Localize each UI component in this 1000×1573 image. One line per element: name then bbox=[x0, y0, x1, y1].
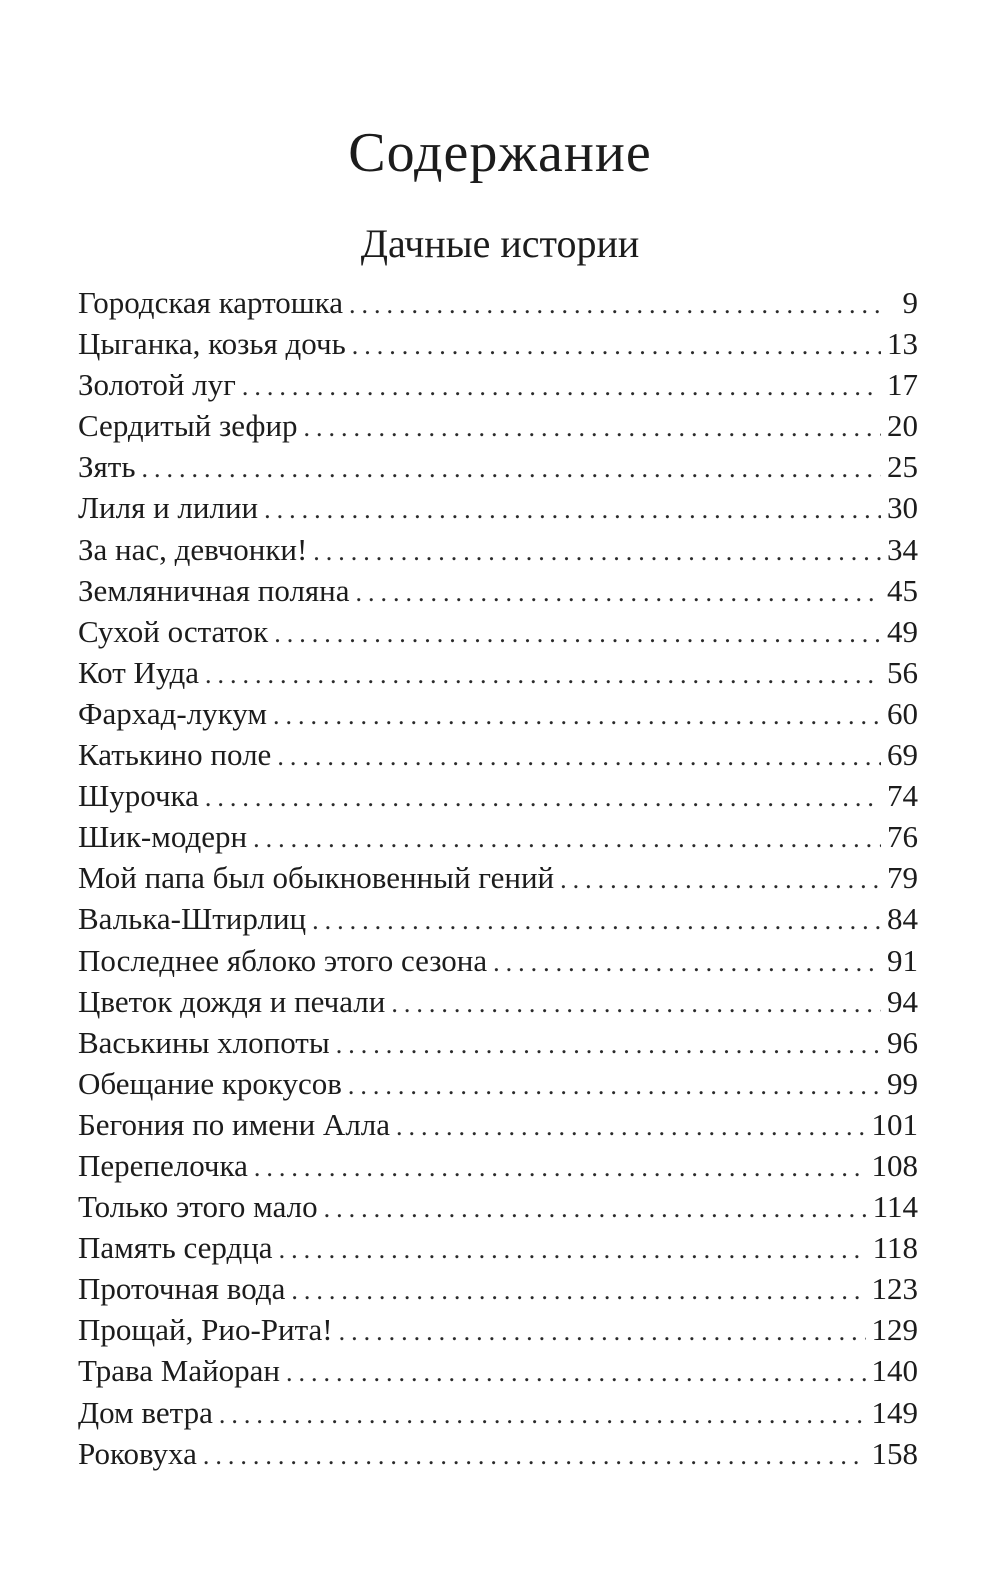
toc-entry bbox=[78, 1392, 918, 1433]
toc-entry bbox=[78, 775, 918, 816]
toc-entry-page-number: 9 bbox=[902, 285, 918, 320]
toc-entry-title: Катькино поле bbox=[78, 737, 272, 773]
toc-dot-leader bbox=[219, 1394, 866, 1433]
toc-entry-page-number: 108 bbox=[871, 1147, 918, 1183]
toc-entry bbox=[78, 1433, 918, 1474]
toc-entry-title: Зять bbox=[78, 449, 136, 485]
toc-entry-title: Последнее яблоко этого сезона bbox=[78, 942, 488, 978]
toc-entry bbox=[78, 405, 918, 446]
toc-entry-page-number: 149 bbox=[871, 1394, 918, 1430]
toc-entry-title: Шурочка bbox=[78, 778, 199, 814]
toc-entry-title: Память сердца bbox=[78, 1230, 273, 1266]
toc-entry-page-number: 114 bbox=[872, 1189, 918, 1225]
toc-entry bbox=[78, 323, 918, 364]
toc-entry bbox=[78, 652, 918, 693]
toc-entry-page-number: 123 bbox=[871, 1271, 918, 1307]
toc-entry bbox=[78, 1104, 918, 1145]
toc-dot-leader bbox=[339, 1311, 866, 1350]
toc-entry bbox=[78, 857, 918, 898]
toc-entry-page-number: 34 bbox=[887, 531, 918, 567]
toc-entry-title: Перепелочка bbox=[78, 1147, 248, 1183]
toc-dot-leader bbox=[352, 325, 881, 364]
toc-entry-title: Мой папа был обыкновенный гений bbox=[78, 860, 555, 896]
toc-entry-title: Шик-модерн bbox=[78, 819, 248, 855]
toc-dot-leader bbox=[279, 1229, 867, 1268]
toc-entry-title: Городская картошка bbox=[78, 285, 343, 320]
toc-entry bbox=[78, 1063, 918, 1104]
toc-dot-leader bbox=[291, 1270, 865, 1309]
toc-entry-page-number: 13 bbox=[887, 326, 918, 362]
toc-entry-page-number: 25 bbox=[887, 449, 918, 485]
toc-entry-title: Цыганка, козья дочь bbox=[78, 326, 346, 362]
toc-dot-leader bbox=[560, 859, 881, 898]
toc-entry-page-number: 45 bbox=[887, 572, 918, 608]
toc-dot-leader bbox=[286, 1352, 865, 1391]
table-of-contents bbox=[78, 282, 918, 1474]
toc-dot-leader bbox=[273, 695, 881, 734]
toc-entry bbox=[78, 364, 918, 405]
toc-dot-leader bbox=[141, 448, 881, 487]
toc-entry-page-number: 30 bbox=[887, 490, 918, 526]
toc-entry-title: Сухой остаток bbox=[78, 613, 269, 649]
toc-dot-leader bbox=[313, 531, 881, 570]
toc-entry bbox=[78, 446, 918, 487]
toc-entry-page-number: 49 bbox=[887, 613, 918, 649]
toc-dot-leader bbox=[277, 736, 881, 775]
toc-entry-title: Обещание крокусов bbox=[78, 1065, 342, 1101]
toc-entry bbox=[78, 570, 918, 611]
toc-entry-page-number: 101 bbox=[871, 1106, 918, 1142]
toc-entry bbox=[78, 816, 918, 857]
toc-entry-page-number: 79 bbox=[887, 860, 918, 896]
toc-entry-title: Фархад-лукум bbox=[78, 695, 267, 731]
toc-dot-leader bbox=[396, 1106, 865, 1145]
toc-entry bbox=[78, 898, 918, 939]
toc-entry-page-number: 94 bbox=[887, 983, 918, 1019]
toc-entry-title: За нас, девчонки! bbox=[78, 531, 308, 567]
toc-entry bbox=[78, 282, 918, 323]
toc-entry-page-number: 74 bbox=[887, 778, 918, 814]
toc-entry-page-number: 76 bbox=[887, 819, 918, 855]
toc-entry bbox=[78, 529, 918, 570]
toc-dot-leader bbox=[356, 572, 881, 611]
toc-entry bbox=[78, 1145, 918, 1186]
toc-entry-page-number: 96 bbox=[887, 1024, 918, 1060]
toc-entry-title: Цветок дождя и печали bbox=[78, 983, 386, 1019]
toc-entry bbox=[78, 1022, 918, 1063]
toc-entry-page-number: 129 bbox=[871, 1312, 918, 1348]
toc-dot-leader bbox=[242, 366, 881, 405]
toc-dot-leader bbox=[264, 489, 881, 528]
toc-entry bbox=[78, 1350, 918, 1391]
section-title: Дачные истории bbox=[360, 221, 640, 266]
toc-entry-page-number: 140 bbox=[871, 1353, 918, 1389]
toc-entry-title: Земляничная поляна bbox=[78, 572, 350, 608]
toc-dot-leader bbox=[348, 1065, 881, 1104]
toc-entry-page-number: 20 bbox=[887, 408, 918, 444]
toc-dot-leader bbox=[336, 1024, 881, 1063]
toc-dot-leader bbox=[349, 284, 882, 323]
toc-entry-page-number: 69 bbox=[887, 737, 918, 773]
toc-entry-title: Прощай, Рио-Рита! bbox=[78, 1312, 333, 1348]
toc-dot-leader bbox=[391, 983, 881, 1022]
toc-dot-leader bbox=[324, 1188, 867, 1227]
toc-entry-title: Васькины хлопоты bbox=[78, 1024, 330, 1060]
toc-entry-title: Сердитый зефир bbox=[78, 408, 298, 444]
toc-entry bbox=[78, 1227, 918, 1268]
toc-entry-page-number: 84 bbox=[887, 901, 918, 937]
toc-entry bbox=[78, 1268, 918, 1309]
toc-entry bbox=[78, 611, 918, 652]
toc-dot-leader bbox=[205, 777, 881, 816]
toc-dot-leader bbox=[254, 1147, 866, 1186]
toc-entry bbox=[78, 1309, 918, 1350]
toc-entry-page-number: 60 bbox=[887, 695, 918, 731]
toc-entry bbox=[78, 734, 918, 775]
toc-entry-page-number: 118 bbox=[872, 1230, 918, 1266]
toc-entry bbox=[78, 1186, 918, 1227]
toc-entry bbox=[78, 940, 918, 981]
toc-entry-page-number: 99 bbox=[887, 1065, 918, 1101]
toc-entry-page-number: 91 bbox=[887, 942, 918, 978]
toc-dot-leader bbox=[253, 818, 881, 857]
toc-dot-leader bbox=[312, 900, 881, 939]
toc-entry bbox=[78, 487, 918, 528]
toc-dot-leader bbox=[205, 654, 881, 693]
toc-dot-leader bbox=[274, 613, 881, 652]
toc-dot-leader bbox=[493, 942, 881, 981]
page-title: Содержание bbox=[348, 122, 652, 184]
toc-entry-title: Проточная вода bbox=[78, 1271, 286, 1307]
toc-entry-page-number: 158 bbox=[871, 1435, 918, 1471]
toc-entry-page-number: 17 bbox=[887, 367, 918, 403]
toc-entry-title: Трава Майоран bbox=[78, 1353, 281, 1389]
toc-entry bbox=[78, 981, 918, 1022]
toc-entry-title: Только этого мало bbox=[78, 1189, 318, 1225]
toc-dot-leader bbox=[203, 1435, 866, 1474]
toc-entry-title: Валька-Штирлиц bbox=[78, 901, 307, 937]
toc-entry-title: Роковуха bbox=[78, 1435, 197, 1471]
toc-entry-title: Бегония по имени Алла bbox=[78, 1106, 391, 1142]
toc-entry-title: Дом ветра bbox=[78, 1394, 213, 1430]
toc-dot-leader bbox=[304, 407, 881, 446]
toc-entry-title: Золотой луг bbox=[78, 367, 236, 403]
toc-entry-title: Кот Иуда bbox=[78, 654, 199, 690]
toc-entry bbox=[78, 693, 918, 734]
toc-entry-page-number: 56 bbox=[887, 654, 918, 690]
toc-entry-title: Лиля и лилии bbox=[78, 490, 259, 526]
